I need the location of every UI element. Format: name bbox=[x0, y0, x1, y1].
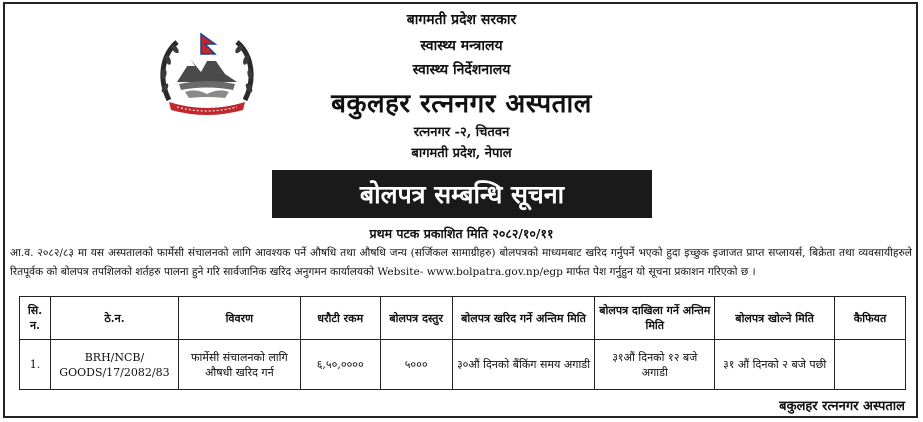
hospital-name-heading: बकुलहर रत्ननगर अस्पताल bbox=[331, 89, 592, 119]
publish-date: प्रथम पटक प्रकाशित मिति २०८२/१०/११ bbox=[369, 226, 554, 241]
directorate-title: स्वास्थ्य निर्देशनालय bbox=[412, 62, 511, 78]
province-government-title: बागमती प्रदेश सरकार bbox=[406, 12, 517, 28]
header-remarks: कैफियत bbox=[835, 297, 906, 340]
header-tender-fee: बोलपत्र दस्तुर bbox=[380, 297, 452, 340]
cell-serial-number: 1. bbox=[20, 340, 51, 390]
cell-purchase-deadline: ३०औं दिनको बैंकिंग समय अगाडी bbox=[452, 340, 595, 390]
header-opening-date: बोलपत्र खोल्ने मिति bbox=[715, 297, 835, 340]
cell-deposit-amount: ६,५०,०००० bbox=[300, 340, 380, 390]
ministry-title: स्वास्थ्य मन्त्रालय bbox=[420, 38, 503, 54]
header-contract-number: ठे.न. bbox=[50, 297, 178, 340]
tender-table bbox=[19, 296, 906, 390]
cell-opening-date: ३१ औं दिनको २ बजे पछी bbox=[715, 340, 835, 390]
header-purchase-deadline: बोलपत्र खरिद गर्ने अन्तिम मिति bbox=[452, 297, 595, 340]
header-description: विवरण bbox=[178, 297, 300, 340]
header-serial-number: सि. न. bbox=[20, 297, 51, 340]
cell-remarks bbox=[835, 340, 906, 390]
footer-signature: बकुलहर रत्ननगर अस्पताल bbox=[779, 399, 905, 414]
table-header-row bbox=[20, 297, 906, 340]
hospital-address-line: रत्ननगर -२, चितवन bbox=[413, 125, 510, 140]
header-deposit-amount: धरौटी रकम bbox=[300, 297, 380, 340]
hospital-province-line: बागमती प्रदेश, नेपाल bbox=[411, 146, 512, 161]
header-submission-deadline: बोलपत्र दाखिला गर्ने अन्तिम मिति bbox=[595, 297, 715, 340]
cell-contract-number: BRH/NCB/ GOODS/17/2082/83 bbox=[50, 340, 178, 390]
notice-title-banner: बोलपत्र सम्बन्धि सूचना bbox=[272, 170, 652, 218]
cell-tender-fee: ५००० bbox=[380, 340, 452, 390]
cell-submission-deadline: ३१औं दिनको १२ बजे अगाडी bbox=[595, 340, 715, 390]
cell-description: फार्मेसी संचालनको लागि औषधी खरिद गर्न bbox=[178, 340, 300, 390]
table-row bbox=[20, 340, 906, 390]
notice-body-paragraph: आ.व. २०८२/८३ मा यस अस्पतालको फार्मेसी संचालनको लागि आवश्यक पर्ने औषधि तथा औषधि जन्य (सर्जिकल सामाग्रीहरु) बोलपत्रको माध्यमबाट खरिद गर्नुपर्ने भएको हुदा इच्छुक इजाजत प्राप्त सप्लायर्स, बिक्रेता तथा व्यवसायीहरुले रितपूर्वक को बोलपत्र तपशिलको शर्तहरु पालना हुने गरि सार्वजानिक खरिद अनुगमन कार्यालयको Website- www.bolpatra.gov.np/egp मार्फत पेश गर्नुहुन यो सूचना प्रकाशन गरिएको छ । bbox=[10, 247, 912, 278]
